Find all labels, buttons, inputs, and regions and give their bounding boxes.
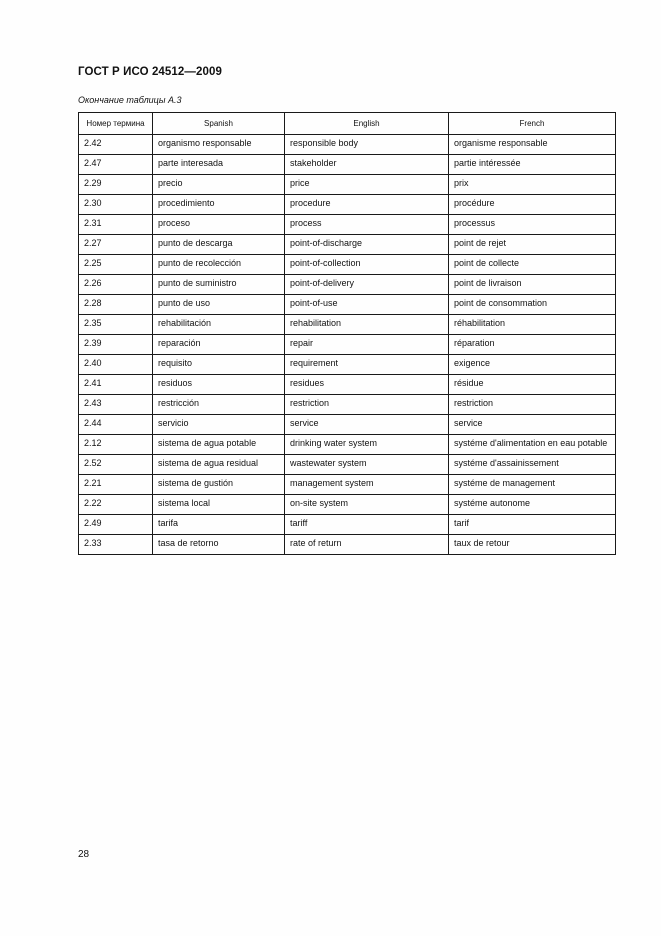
- english-cell: rehabilitation: [285, 315, 449, 335]
- table-row: [79, 475, 616, 495]
- table-row: [79, 155, 616, 175]
- french-cell: systéme d'alimentation en eau potable: [449, 435, 616, 455]
- french-cell: procédure: [449, 195, 616, 215]
- table-row: [79, 255, 616, 275]
- table-row: [79, 135, 616, 155]
- spanish-cell: residuos: [153, 375, 285, 395]
- french-cell: processus: [449, 215, 616, 235]
- english-cell: residues: [285, 375, 449, 395]
- english-cell: tariff: [285, 515, 449, 535]
- table-row: [79, 315, 616, 335]
- spanish-cell: rehabilitación: [153, 315, 285, 335]
- table-row: [79, 215, 616, 235]
- table-header-row: [79, 113, 616, 135]
- spanish-cell: proceso: [153, 215, 285, 235]
- english-cell: stakeholder: [285, 155, 449, 175]
- table-caption: Окончание таблицы А.3: [78, 95, 182, 105]
- french-cell: exigence: [449, 355, 616, 375]
- term-number-cell: 2.42: [79, 135, 153, 155]
- english-cell: price: [285, 175, 449, 195]
- table-row: [79, 415, 616, 435]
- french-cell: restriction: [449, 395, 616, 415]
- term-number-cell: 2.26: [79, 275, 153, 295]
- english-cell: procedure: [285, 195, 449, 215]
- spanish-cell: sistema de agua residual: [153, 455, 285, 475]
- french-cell: point de livraison: [449, 275, 616, 295]
- table-row: [79, 535, 616, 555]
- french-cell: service: [449, 415, 616, 435]
- term-number-cell: 2.12: [79, 435, 153, 455]
- term-number-cell: 2.43: [79, 395, 153, 415]
- term-number-cell: 2.33: [79, 535, 153, 555]
- spanish-cell: parte interesada: [153, 155, 285, 175]
- table-row: [79, 175, 616, 195]
- page-number: 28: [78, 849, 90, 860]
- term-number-cell: 2.31: [79, 215, 153, 235]
- french-cell: réparation: [449, 335, 616, 355]
- table-row: [79, 335, 616, 355]
- term-number-cell: 2.40: [79, 355, 153, 375]
- term-number-cell: 2.30: [79, 195, 153, 215]
- spanish-cell: servicio: [153, 415, 285, 435]
- term-number-cell: 2.21: [79, 475, 153, 495]
- french-cell: partie intéressée: [449, 155, 616, 175]
- table-row: [79, 295, 616, 315]
- spanish-cell: reparación: [153, 335, 285, 355]
- term-number-cell: 2.39: [79, 335, 153, 355]
- french-cell: organisme responsable: [449, 135, 616, 155]
- spanish-cell: precio: [153, 175, 285, 195]
- french-cell: tarif: [449, 515, 616, 535]
- english-cell: point-of-use: [285, 295, 449, 315]
- french-cell: réhabilitation: [449, 315, 616, 335]
- table-row: [79, 275, 616, 295]
- table-row: [79, 355, 616, 375]
- table-row: [79, 495, 616, 515]
- column-header-french: French: [449, 113, 616, 135]
- english-cell: responsible body: [285, 135, 449, 155]
- term-number-cell: 2.41: [79, 375, 153, 395]
- spanish-cell: sistema de agua potable: [153, 435, 285, 455]
- table-row: [79, 435, 616, 455]
- term-number-cell: 2.49: [79, 515, 153, 535]
- table-row: [79, 515, 616, 535]
- french-cell: systéme de management: [449, 475, 616, 495]
- english-cell: point-of-collection: [285, 255, 449, 275]
- spanish-cell: punto de recolección: [153, 255, 285, 275]
- table-row: [79, 195, 616, 215]
- spanish-cell: punto de suministro: [153, 275, 285, 295]
- english-cell: restriction: [285, 395, 449, 415]
- term-number-cell: 2.29: [79, 175, 153, 195]
- spanish-cell: procedimiento: [153, 195, 285, 215]
- table-row: [79, 455, 616, 475]
- english-cell: point-of-discharge: [285, 235, 449, 255]
- table-row: [79, 375, 616, 395]
- english-cell: requirement: [285, 355, 449, 375]
- term-number-cell: 2.44: [79, 415, 153, 435]
- french-cell: prix: [449, 175, 616, 195]
- english-cell: rate of return: [285, 535, 449, 555]
- column-header-spanish: Spanish: [153, 113, 285, 135]
- english-cell: process: [285, 215, 449, 235]
- term-number-cell: 2.27: [79, 235, 153, 255]
- english-cell: management system: [285, 475, 449, 495]
- spanish-cell: punto de descarga: [153, 235, 285, 255]
- column-header-term-number: Номер термина: [79, 113, 153, 135]
- english-cell: wastewater system: [285, 455, 449, 475]
- french-cell: systéme d'assainissement: [449, 455, 616, 475]
- english-cell: on-site system: [285, 495, 449, 515]
- terms-table: [78, 112, 616, 555]
- french-cell: systéme autonome: [449, 495, 616, 515]
- spanish-cell: tarifa: [153, 515, 285, 535]
- french-cell: point de rejet: [449, 235, 616, 255]
- spanish-cell: sistema local: [153, 495, 285, 515]
- column-header-english: English: [285, 113, 449, 135]
- spanish-cell: sistema de gustión: [153, 475, 285, 495]
- english-cell: service: [285, 415, 449, 435]
- english-cell: drinking water system: [285, 435, 449, 455]
- term-number-cell: 2.47: [79, 155, 153, 175]
- english-cell: repair: [285, 335, 449, 355]
- term-number-cell: 2.22: [79, 495, 153, 515]
- french-cell: point de consommation: [449, 295, 616, 315]
- french-cell: taux de retour: [449, 535, 616, 555]
- term-number-cell: 2.35: [79, 315, 153, 335]
- spanish-cell: punto de uso: [153, 295, 285, 315]
- spanish-cell: tasa de retorno: [153, 535, 285, 555]
- english-cell: point-of-delivery: [285, 275, 449, 295]
- term-number-cell: 2.28: [79, 295, 153, 315]
- spanish-cell: organismo responsable: [153, 135, 285, 155]
- term-number-cell: 2.52: [79, 455, 153, 475]
- spanish-cell: requisito: [153, 355, 285, 375]
- spanish-cell: restricción: [153, 395, 285, 415]
- term-number-cell: 2.25: [79, 255, 153, 275]
- table-row: [79, 395, 616, 415]
- french-cell: point de collecte: [449, 255, 616, 275]
- document-header: ГОСТ Р ИСО 24512—2009: [78, 66, 223, 78]
- table-row: [79, 235, 616, 255]
- french-cell: résidue: [449, 375, 616, 395]
